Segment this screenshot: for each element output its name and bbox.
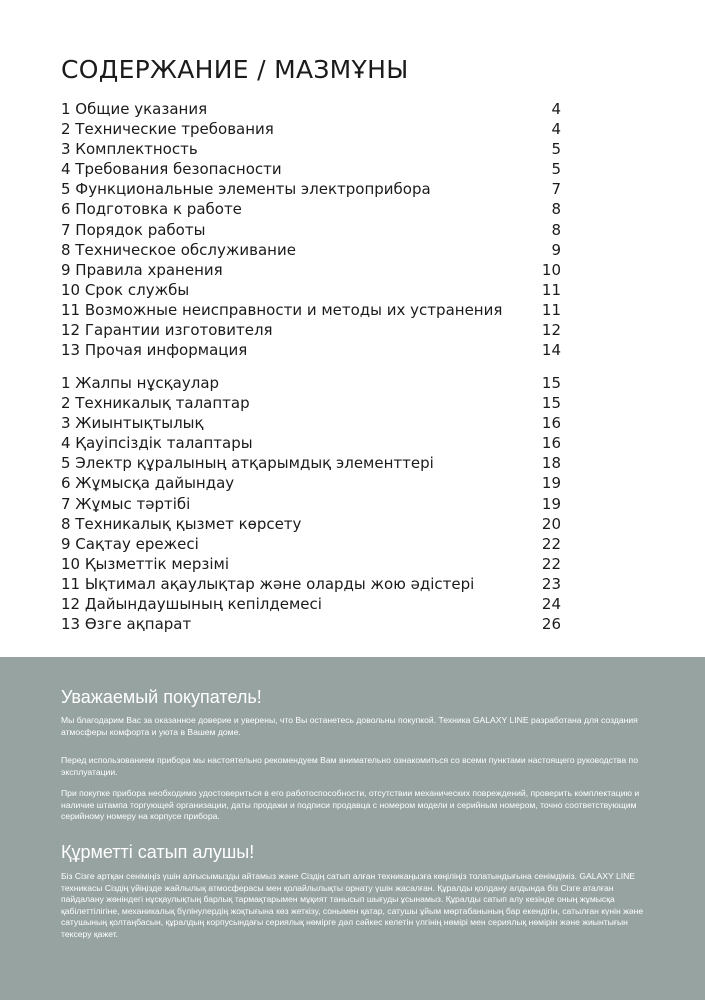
toc-entry-page: 11 <box>541 280 561 299</box>
toc-entry <box>61 614 561 634</box>
toc-entry <box>61 373 561 393</box>
toc-entry-title: 13 Прочая информация <box>61 341 248 360</box>
notice-paragraph-ru-1: Мы благодарим Вас за оказанное доверие и уверены, что Вы останетесь довольны покупкой. Техника GALAXY LINE разработана для создания атмосферы комфорта и уюта в Вашем доме. <box>61 715 638 737</box>
toc-entry <box>61 260 561 280</box>
toc-entry <box>61 413 561 433</box>
notice-paragraph-ru-2: Перед использованием прибора мы настоятельно рекомендуем Вам внимательно ознакомиться со всеми пунктами настоящего руководства по эксплуатации. <box>61 755 638 777</box>
toc-entry <box>61 554 561 574</box>
toc-entry-title: 13 Өзге ақпарат <box>61 615 192 634</box>
notice-heading-ru: Уважаемый покупатель! <box>61 687 262 707</box>
toc-entry <box>61 139 561 159</box>
toc-entry-title: 10 Срок службы <box>61 280 190 299</box>
toc-entry-title: 12 Гарантии изготовителя <box>61 321 273 340</box>
toc-entry <box>61 433 561 453</box>
toc-entry <box>61 280 561 300</box>
toc-entry-title: 10 Қызметтік мерзімі <box>61 554 230 573</box>
toc-entry-page: 19 <box>541 474 561 493</box>
toc-entry <box>61 594 561 614</box>
toc-entry-title: 7 Порядок работы <box>61 220 206 239</box>
notice-paragraph-ru-3: При покупке прибора необходимо удостовериться в его работоспособности, отсутствии механических повреждений, проверить комплектацию и наличие штампа торгующей организации, даты продажи и подписи продавца с номером модели и серийным номером, точно соответствующим серийному номеру на корпусе прибора. <box>61 788 640 821</box>
toc-entry-title: 9 Правила хранения <box>61 260 223 279</box>
toc-russian <box>61 99 561 360</box>
toc-entry-page: 24 <box>541 595 561 614</box>
toc-entry-page: 26 <box>541 615 561 634</box>
notice-paragraph-kz: Біз Сізге артқан сеніміңіз үшін алғысымызды айтамыз және Сіздің сатып алған техникаңызға көңіліңіз толатындығына сенімдіміз. GALAXY LINE техникасы Сіздің үйіңізде жайлылық атмосферасы мен қолайлылықты орнату үшін жасалған. Құралды қолдану алдында біз Сізге аталған пайдалану жөніндегі нұсқаулықтың барлық тармақтарымен мұқият танысып шығуды ұсынамыз. Құралды сатып алу кезінде оның жұмысқа қабілеттілігіне, механикалық бүлінулердің жоқтығына көз жеткізу, сонымен қатар, сатушы ұйым мөртабанының бар екендігін, сатылған күнін және сатушының қолтаңбасын, құралдың корпусындағы сериялық нөмірге дәл сәйкес келетін үлгінің нөмірі мен сериялық нөмірін және жиынтығын тексеру қажет. <box>61 871 644 939</box>
toc-entry-title: 4 Требования безопасности <box>61 160 282 179</box>
toc-entry <box>61 119 561 139</box>
toc-entry-title: 6 Жұмысқа дайындау <box>61 474 235 493</box>
toc-entry-page: 20 <box>541 514 561 533</box>
toc-entry <box>61 320 561 340</box>
toc-entry-page: 5 <box>551 140 561 159</box>
toc-entry-title: 12 Дайындаушының кепілдемесі <box>61 595 322 614</box>
toc-entry-page: 16 <box>541 414 561 433</box>
toc-entry-page: 23 <box>541 574 561 593</box>
toc-entry <box>61 159 561 179</box>
toc-entry-title: 8 Техническое обслуживание <box>61 240 296 259</box>
toc-entry <box>61 99 561 119</box>
toc-entry-title: 7 Жұмыс тәртібі <box>61 494 191 513</box>
toc-entry-title: 4 Қауіпсіздік талаптары <box>61 434 253 453</box>
toc-entry-title: 9 Сақтау ережесі <box>61 534 199 553</box>
toc-entry-page: 11 <box>541 300 561 319</box>
toc-entry <box>61 393 561 413</box>
toc-entry <box>61 494 561 514</box>
toc-entry-page: 10 <box>541 260 561 279</box>
toc-entry-title: 8 Техникалық қызмет көрсету <box>61 514 302 533</box>
toc-entry-title: 5 Функциональные элементы электроприбора <box>61 180 431 199</box>
toc-entry-page: 9 <box>551 240 561 259</box>
toc-entry-page: 4 <box>551 120 561 139</box>
toc-entry <box>61 240 561 260</box>
toc-entry <box>61 220 561 240</box>
toc-entry-page: 8 <box>551 200 561 219</box>
toc-entry <box>61 199 561 219</box>
toc-entry-page: 22 <box>541 554 561 573</box>
toc-entry <box>61 340 561 360</box>
toc-entry-title: 11 Возможные неисправности и методы их устранения <box>61 300 503 319</box>
toc-entry-title: 6 Подготовка к работе <box>61 200 242 219</box>
toc-entry-title: 5 Электр құралының атқарымдық элементтері <box>61 454 434 473</box>
toc-entry-page: 8 <box>551 220 561 239</box>
toc-kazakh <box>61 373 561 634</box>
toc-entry-page: 15 <box>541 394 561 413</box>
toc-entry <box>61 179 561 199</box>
toc-entry <box>61 473 561 493</box>
toc-entry-page: 16 <box>541 434 561 453</box>
toc-entry <box>61 534 561 554</box>
page-title: СОДЕРЖАНИЕ / МАЗМҰНЫ <box>61 55 409 84</box>
toc-entry-page: 5 <box>551 160 561 179</box>
notice-heading-kz: Құрметті сатып алушы! <box>61 842 255 862</box>
toc-entry-page: 14 <box>541 341 561 360</box>
toc-entry <box>61 514 561 534</box>
toc-entry-page: 19 <box>541 494 561 513</box>
toc-entry-page: 18 <box>541 454 561 473</box>
toc-entry-title: 1 Жалпы нұсқаулар <box>61 374 220 392</box>
toc-entry-page: 12 <box>541 321 561 340</box>
toc-entry <box>61 453 561 473</box>
customer-notice-panel <box>0 657 705 1000</box>
toc-entry-title: 3 Комплектность <box>61 140 198 159</box>
toc-entry-page: 7 <box>551 180 561 199</box>
toc-entry-page: 4 <box>551 100 561 118</box>
toc-entry-title: 2 Техникалық талаптар <box>61 394 250 413</box>
toc-entry-title: 11 Ықтимал ақаулықтар және оларды жою әдістері <box>61 574 475 593</box>
toc-entry-page: 15 <box>541 374 561 392</box>
toc-entry-title: 1 Общие указания <box>61 100 208 118</box>
toc-entry-title: 3 Жиынтықтылық <box>61 414 204 433</box>
toc-entry <box>61 574 561 594</box>
toc-entry-title: 2 Технические требования <box>61 120 274 139</box>
toc-entry-page: 22 <box>541 534 561 553</box>
toc-entry <box>61 300 561 320</box>
